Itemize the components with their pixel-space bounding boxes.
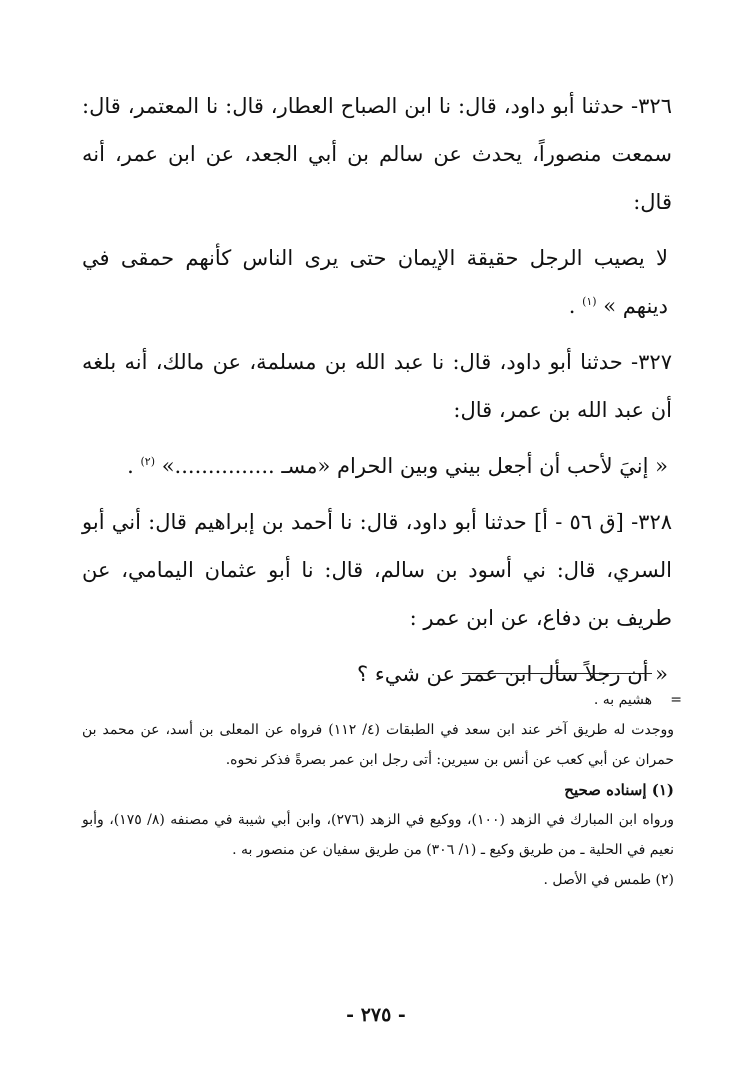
footnote-ref-2: (٢) xyxy=(140,455,156,468)
hadith-328-text: « أن رجلاً سأل ابن عمر عن شيء ؟ xyxy=(357,662,668,686)
footnote-continuation xyxy=(82,685,682,715)
hadith-327-end: . xyxy=(127,454,134,478)
hadith-326-text xyxy=(82,234,672,330)
footnote-continuation-text: هشيم به . xyxy=(593,692,652,708)
hadith-327-text xyxy=(82,442,672,490)
hadith-327-intro: ٣٢٧- حدثنا أبو داود، قال: نا عبد الله بن مسلمة، عن مالك، أنه بلغه أن عبد الله بن عمر، قال: xyxy=(82,350,672,422)
hadith-326-quote: لا يصيب الرجل حقيقة الإيمان حتى يرى الناس كأنهم حمقى في دينهم » xyxy=(82,246,668,318)
footnote-extra-path: ووجدت له طريق آخر عند ابن سعد في الطبقات (٤/ ١١٢) فرواه عن المعلى بن أسد، عن محمد بن حمران عن أبي كعب عن أنس بن سيرين: أتى رجل ابن عمر بصرةً فذكر نحوه. xyxy=(82,722,675,768)
footnote-1-text: ورواه ابن المبارك في الزهد (١٠٠)، ووكيع في الزهد (٢٧٦)، وابن أبي شيبة في مصنفه (٨/ ١٧٥)، وأبو نعيم في الحلية ـ من طريق وكيع ـ (١/ ٣٠٦) من طريق سفيان عن منصور به . xyxy=(82,812,674,858)
footnote-divider xyxy=(462,673,652,674)
main-text xyxy=(82,82,672,706)
footnote-ref-1: (١) xyxy=(582,295,597,308)
continuation-mark: = xyxy=(670,692,682,708)
hadith-326-end: . xyxy=(568,294,576,318)
footnote-2: (٢) طمس في الأصل . xyxy=(543,872,674,888)
page-number: - ٢٧٥ - xyxy=(346,1004,406,1026)
footnote-1-title: (١) إسناده صحيح xyxy=(564,781,674,799)
footnotes xyxy=(82,685,682,895)
hadith-326-intro: ٣٢٦- حدثنا أبو داود، قال: نا ابن الصباح العطار، قال: نا المعتمر، قال: سمعت منصوراً، يحدث عن سالم بن أبي الجعد، عن ابن عمر، أنه قال: xyxy=(82,94,672,214)
hadith-327-quote: « إنيَ لأحب أن أجعل بيني وبين الحرام «مسـ ...............» xyxy=(161,454,668,478)
hadith-328-intro: ٣٢٨- [ق ٥٦ - أ] حدثنا أبو داود، قال: نا أحمد بن إبراهيم قال: أني أبو السري، قال: ني أسود بن سالم، قال: نا أبو عثمان اليمامي، عن طريف بن دفاع، عن ابن عمر : xyxy=(82,510,673,630)
